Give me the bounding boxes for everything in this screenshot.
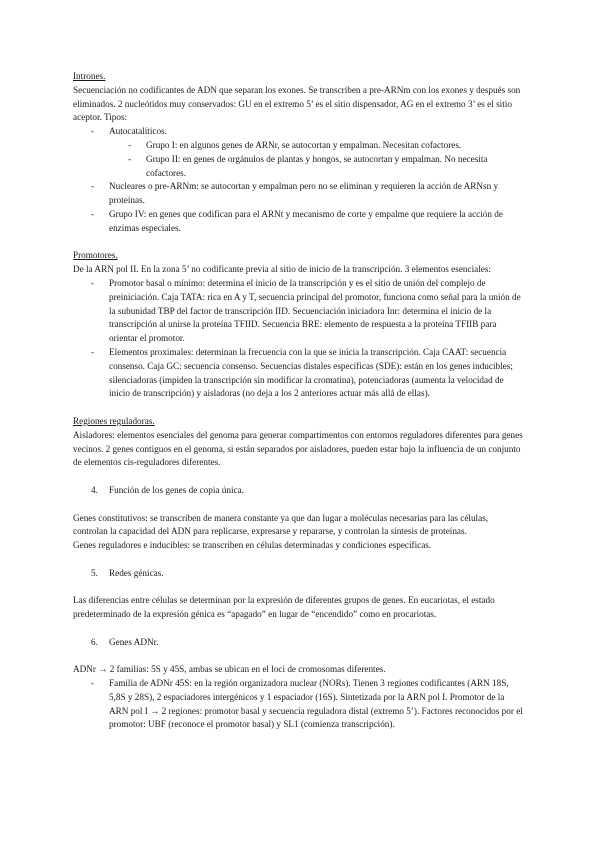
regiones-text: Aisladores: elementos esenciales del genoma para generar compartimentos con entornos reguladores diferentes para genes vecinos. 2 genes contiguos en el genoma, si están separados por aisladores, pueden estar bajo la influencia de un conjunto de elementos cis-reguladores diferentes. (73, 429, 523, 468)
section6-list (73, 677, 523, 732)
regiones-title: Regiones reguladoras. (73, 415, 155, 426)
document-page (73, 70, 523, 732)
list-item: - Promotor basal o mínimo: determina el inicio de la transcripción y es el sitio de unión del complejo de preiniciación. Caja TATA: rica en A y T, secuencia principal del promotor, funciona como señal para la unión de la subunidad TBP del factor de transcripción IID. Secuenciación iniciadora Inr: determina el inicio de la transcripción al unirse la proteína TFIID. Secuencia BRE: elemento de respuesta a la proteína TFIIB para orientar el promotor. (109, 277, 523, 346)
list-item: - Nucleares o pre-ARNm: se autocortan y empalman pero no se eliminan y requieren la acción de ARNsn y proteínas. (109, 180, 523, 208)
section-heading-6 (73, 636, 523, 650)
section-number: 6. (91, 636, 98, 647)
section-heading-4 (73, 484, 523, 498)
section4-paragraph-2: Genes reguladores e inducibles: se transcriben en células determinadas y condiciones específicas. (73, 540, 432, 551)
promotores-title: Promotores. (73, 250, 118, 261)
section-heading-text: Redes génicas. (109, 567, 164, 578)
section6-intro: ADNr → 2 familias: 5S y 45S, ambas se ubican en el loci de cromosomas diferentes. (73, 664, 386, 675)
section-number: 5. (91, 567, 98, 578)
intrones-title: Intrones. (73, 71, 106, 81)
section-heading-text: Función de los genes de copia única. (109, 484, 244, 495)
list-item-text: Autocatalíticos. (109, 126, 167, 137)
section-heading-5 (73, 567, 523, 581)
list-item: - Familia de ADNr 45S: en la región organizadora nuclear (NORs). Tienen 3 regiones codificantes (ARN 18S, 5,8S y 28S), 2 espaciadores intergénicos y 1 espaciador (16S). Sintetizada por la ARN pol I. Promotor de la ARN pol I → 2 regiones: promotor basal y secuencia reguladora distal (extremo 5’). Factores reconocidos por el promotor: UBF (reconoce el promotor basal) y SL1 (comienza transcripción). (109, 677, 523, 732)
intrones-list (73, 125, 523, 235)
list-item: - Elementos proximales: determinan la frecuencia con la que se inicia la transcripción. Caja CAAT: secuencia consenso. Caja GC: secuencia consenso. Secuencias distales específicas (SDE): están en los genes inducibles; silenciadoras (impiden la transcripción sin modificar la cromatina), potenciadoras (aumenta la velocidad de inicio de transcripción) y aisladoras (no deja a los 2 anteriores actuar más allá de ellas). (109, 346, 523, 401)
sublist-item: - Grupo I: en algunos genes de ARNr, se autocortan y empalman. Necesitan cofactores. (146, 139, 523, 153)
promotores-intro: De la ARN pol II. En la zona 5’ no codificante previa al sitio de inicio de la transcripción. 3 elementos esenciales: (73, 264, 491, 275)
sublist (109, 139, 523, 180)
intrones-intro: Secuenciación no codificantes de ADN que separan los exones. Se transcriben a pre-ARNm con los exones y después son eliminados. 2 nucleótidos muy conservados: GU en el extremo 5’ es el sitio dispensador, AG en el extremo 3’ es el sitio aceptor. Tipos: (73, 84, 521, 123)
section5-paragraph: Las diferencias entre células se determinan por la expresión de diferentes grupos de genes. En eucariotas, el estado predeterminado de la expresión génica es “apagado” en lugar de “encendido” como en procariotas. (73, 595, 495, 620)
section4-paragraph-1: Genes constitutivos: se transcriben de manera constante ya que dan lugar a moléculas necesarias para las células, controlan la capacidad del ADN para replicarse, expresarse y repararse, y controlan la síntesis de proteínas. (73, 512, 489, 537)
list-item (109, 125, 523, 180)
promotores-list (73, 277, 523, 401)
list-item: - Grupo IV: en genes que codifican para el ARNt y mecanismo de corte y empalme que requiere la acción de enzimas especiales. (109, 208, 523, 236)
sublist-item: - Grupo II: en genes de orgánulos de plantas y hongos, se autocortan y empalman. No necesita cofactores. (146, 153, 523, 181)
section-heading-text: Genes ADNr. (109, 636, 159, 647)
section-number: 4. (91, 484, 98, 495)
